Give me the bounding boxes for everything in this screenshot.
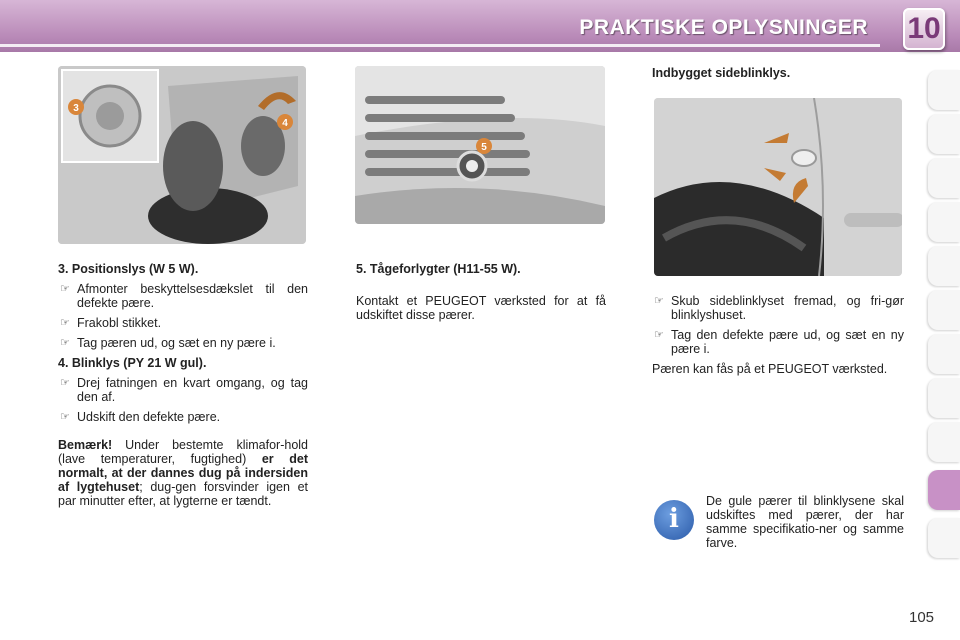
chapter-tab[interactable] [928, 246, 960, 286]
heading-blinklys: 4. Blinklys (PY 21 W gul). [58, 356, 207, 370]
info-icon: i [654, 500, 694, 540]
list-item: ☞ Frakobl stikket. [60, 316, 162, 330]
callout-5: 5 [481, 142, 487, 153]
headlamp-photo [58, 66, 306, 244]
column-3 [652, 294, 904, 376]
hand-pointer-icon: ☞ [60, 317, 70, 329]
chapter-tab[interactable] [928, 290, 960, 330]
chapter-tab[interactable] [928, 158, 960, 198]
foglamp-text: Kontakt et PEUGEOT værksted for at få udskiftet disse pærer. [356, 294, 606, 322]
list-item: ☞ Udskift den defekte pære. [60, 410, 221, 424]
heading-positionslys: 3. Positionslys (W 5 W). [58, 262, 199, 276]
bulb-availability-text: Pæren kan fås på et PEUGEOT værksted. [652, 362, 888, 376]
heading-sideblinklys: Indbygget sideblinklys. [652, 66, 791, 80]
note-paragraph: Bemærk! Under bestemte klimafor-hold (lave temperaturer, fugtighed) er det normalt, at der dannes dug på indersiden af lygtehuset; dug-gen forsvinder igen et par minutter efter, at lygterne er tændt. [58, 438, 308, 508]
hand-pointer-icon: ☞ [60, 377, 70, 389]
callout-3: 3 [73, 103, 79, 114]
side-indicator-photo [654, 98, 902, 276]
page-title: PRAKTISKE OPLYSNINGER [579, 16, 868, 39]
chapter-tab[interactable] [928, 202, 960, 242]
heading-taageforlygter: 5. Tågeforlygter (H11-55 W). [356, 262, 521, 276]
page-number: 105 [909, 609, 935, 626]
chapter-tab[interactable] [928, 378, 960, 418]
chapter-tab[interactable] [928, 334, 960, 374]
chapter-tab[interactable] [928, 518, 960, 558]
header-rule [0, 44, 880, 47]
chapter-tab[interactable] [928, 114, 960, 154]
column-3-heading [652, 66, 904, 86]
chapter-tab-active[interactable] [928, 470, 960, 510]
hand-pointer-icon: ☞ [654, 329, 664, 341]
chapter-tab[interactable] [928, 422, 960, 462]
list-item: ☞ Tag den defekte pære ud, og sæt en ny pære i. [654, 328, 904, 356]
column-1 [58, 262, 308, 508]
hand-pointer-icon: ☞ [60, 411, 70, 423]
list-item: ☞ Skub sideblinklyset fremad, og fri-gør blinklyshuset. [654, 294, 904, 322]
list-item: ☞ Afmonter beskyttelsesdækslet til den defekte pære. [60, 282, 308, 310]
header-band [0, 0, 960, 52]
hand-pointer-icon: ☞ [654, 295, 664, 307]
list-item: ☞ Tag pæren ud, og sæt en ny pære i. [60, 336, 276, 350]
chapter-tab[interactable] [928, 70, 960, 110]
chapter-tabs [928, 70, 960, 575]
hand-pointer-icon: ☞ [60, 283, 70, 295]
info-box-text: De gule pærer til blinklysene skal udskiftes med pærer, der har samme specifikatio-ner og samme farve. [706, 494, 904, 550]
callout-4: 4 [282, 118, 288, 129]
list-item: ☞ Drej fatningen en kvart omgang, og tag den af. [60, 376, 308, 404]
column-2 [356, 262, 606, 322]
hand-pointer-icon: ☞ [60, 337, 70, 349]
foglamp-photo [355, 66, 605, 224]
chapter-number-badge: 10 [903, 8, 945, 50]
